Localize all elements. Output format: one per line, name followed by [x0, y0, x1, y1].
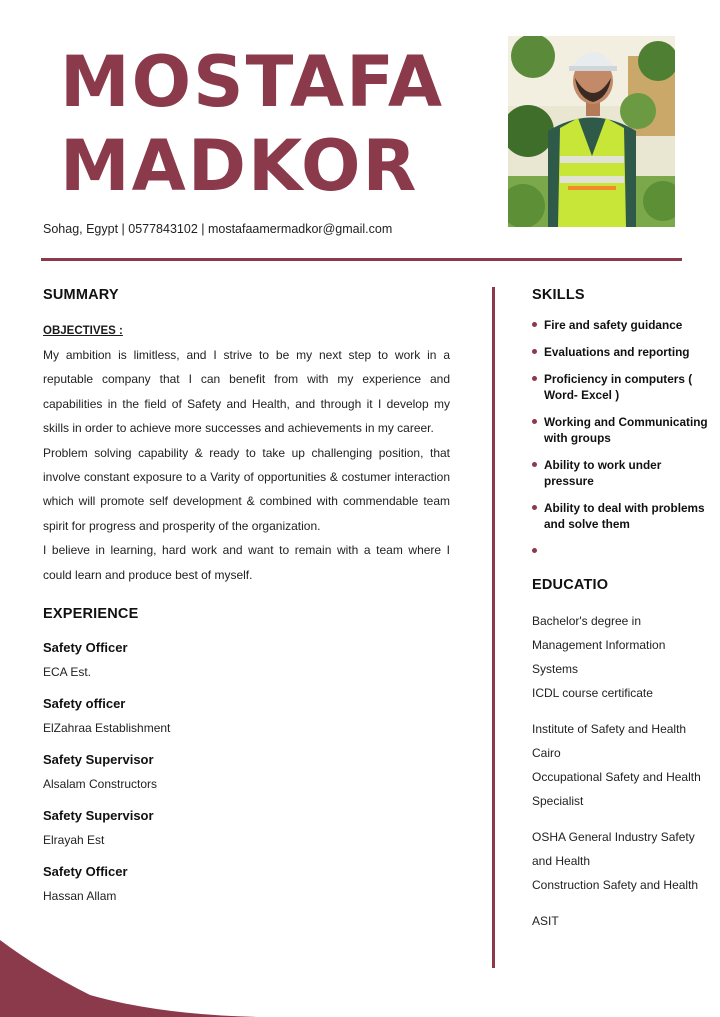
header-divider [41, 258, 682, 261]
skill-item: Ability to deal with problems and solve them [532, 500, 712, 532]
objectives-label: OBJECTIVES : [43, 325, 123, 337]
education-entry [532, 717, 712, 813]
job-entry [43, 864, 450, 903]
job-company: Alsalam Constructors [43, 777, 158, 792]
skills-heading: SKILLS [532, 287, 585, 303]
education-entry [532, 609, 712, 705]
education-entry [532, 909, 712, 933]
job-entry [43, 696, 450, 735]
job-title: Safety Officer [43, 864, 128, 880]
education-line: ASIT [532, 914, 559, 928]
education-line: Institute of Safety and Health Cairo [532, 722, 687, 760]
side-column [532, 287, 712, 933]
skill-item: Working and Communicating with groups [532, 414, 712, 446]
main-column [43, 287, 450, 903]
summary-paragraph: My ambition is limitless, and I strive to be my next step to work in a reputable company that I can benefit from with my experience and capabilities in the field of Safety and Health, and through it I develop my skills in order to achieve more successes and achievements in my career. [43, 348, 450, 436]
summary-paragraph: I believe in learning, hard work and want to remain with a team where I could learn and produce best of myself. [43, 543, 450, 582]
candidate-name [60, 40, 444, 208]
education-line: Construction Safety and Health [532, 878, 699, 892]
profile-photo [508, 36, 675, 227]
job-title: Safety Supervisor [43, 752, 154, 768]
skills-list [532, 317, 712, 551]
job-company: ECA Est. [43, 665, 92, 680]
education-line: ICDL course certificate [532, 686, 653, 700]
job-company: Elrayah Est [43, 833, 105, 848]
education-line: Occupational Safety and Health Specialist [532, 770, 701, 808]
education-line: Bachelor's degree in Management Information Systems [532, 614, 666, 676]
job-company: Hassan Allam [43, 889, 117, 904]
job-entry [43, 752, 450, 791]
last-name: MADKOR [60, 125, 419, 207]
job-entry [43, 640, 450, 679]
summary-heading: SUMMARY [43, 287, 119, 303]
skill-item: Proficiency in computers ( Word- Excel ) [532, 371, 712, 403]
skill-item-empty [532, 543, 712, 551]
experience-heading: EXPERIENCE [43, 606, 139, 623]
education-line: OSHA General Industry Safety and Health [532, 830, 695, 868]
summary-text [43, 343, 450, 587]
job-title: Safety Supervisor [43, 808, 154, 824]
first-name: MOSTAFA [60, 41, 445, 123]
skill-item: Ability to work under pressure [532, 457, 712, 489]
summary-paragraph: Problem solving capability & ready to take up challenging position, that involve constant exposure to a Varity of opportunities & costumer interaction which will promote self development & combined with commendable team spirit for progress and prosperity of the organization. [43, 445, 450, 533]
column-divider [492, 287, 495, 968]
experience-list [43, 640, 450, 903]
job-title: Safety Officer [43, 640, 128, 656]
job-company: ElZahraa Establishment [43, 721, 171, 736]
job-title: Safety officer [43, 696, 126, 712]
job-entry [43, 808, 450, 847]
education-heading: EDUCATIO [532, 577, 609, 593]
skill-item: Fire and safety guidance [532, 317, 712, 333]
contact-line: Sohag, Egypt | 0577843102 | mostafaamermadkor@gmail.com [43, 222, 393, 236]
skill-item: Evaluations and reporting [532, 344, 712, 360]
education-entry [532, 825, 712, 897]
corner-decoration [0, 940, 260, 1017]
